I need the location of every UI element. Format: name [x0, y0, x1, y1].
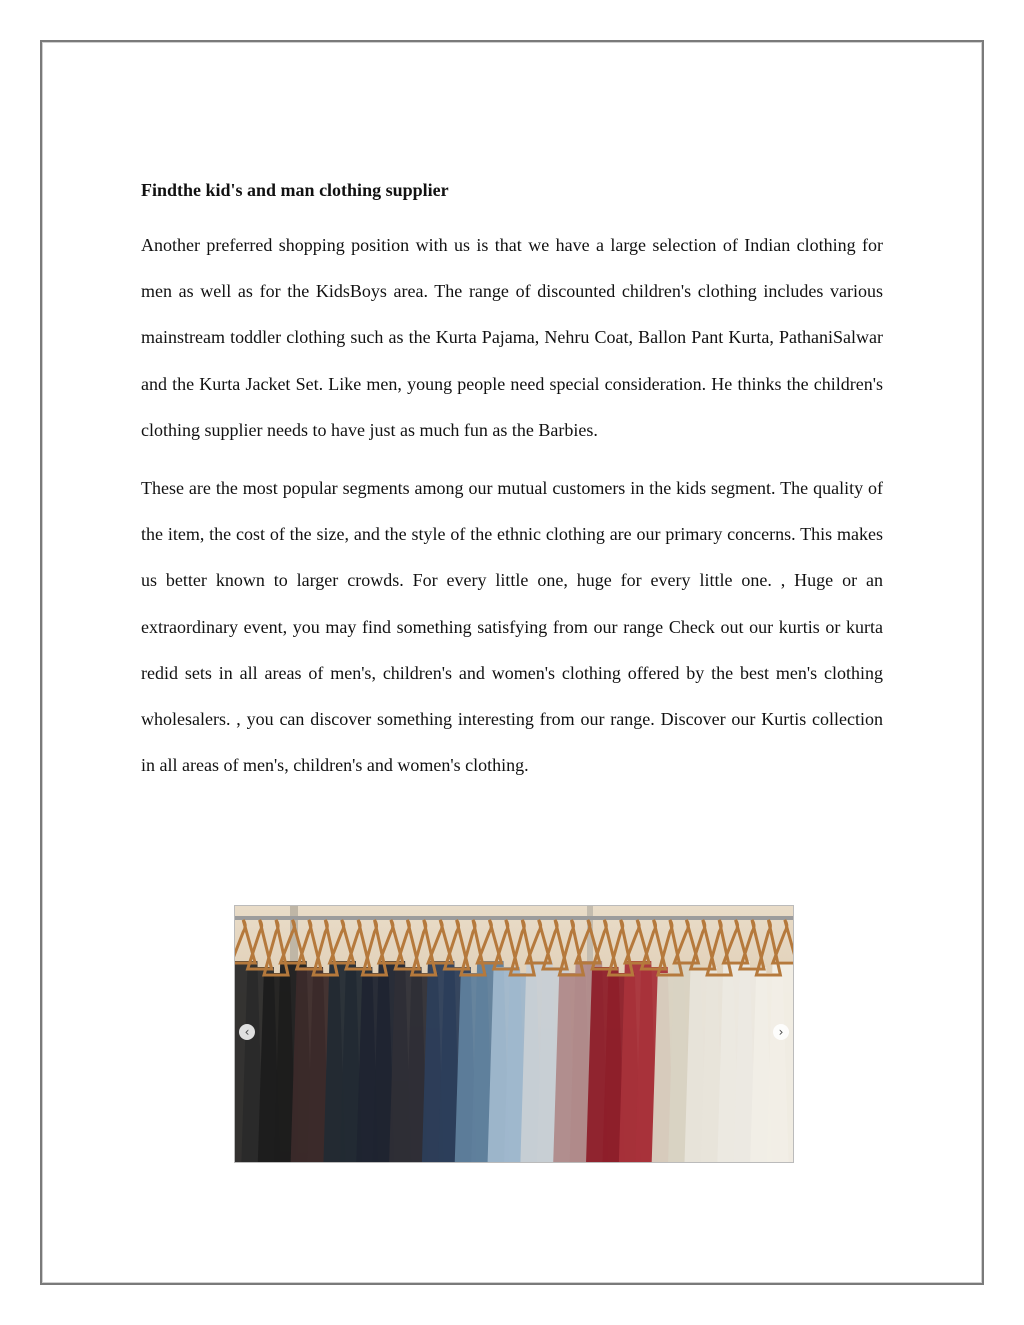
document-heading: Findthe kid's and man clothing supplier — [141, 180, 449, 200]
photo-next-button[interactable]: › — [773, 1024, 789, 1040]
paragraph-2: These are the most popular segments among our mutual customers in the kids segment. The quality of the item, the cost of the size, and the style of the ethnic clothing are our primary concerns. This makes us better known to larger crowds. For every little one, huge for every little one. , Huge or an extraordinary event, you may find something satisfying from our range Check out our kurtis or kurta redid sets in all areas of men's, children's and women's clothing offered by the best men's clothing wholesalers. , you can discover something interesting from our range. Discover our Kurtis collection in all areas of men's, children's and women's clothing. — [141, 478, 883, 776]
clothing-rack-illustration — [235, 906, 793, 1162]
photo-prev-button[interactable]: ‹ — [239, 1024, 255, 1040]
paragraph-1: Another preferred shopping position with us is that we have a large selection of Indian clothing for men as well as for the KidsBoys area. The range of discounted children's clothing includes various mainstream toddler clothing such as the Kurta Pajama, Nehru Coat, Ballon Pant Kurta, PathaniSalwar and the Kurta Jacket Set. Like men, young people need special consideration. He thinks the children's clothing supplier needs to have just as much fun as the Barbies. — [141, 235, 883, 440]
clothing-rack-photo — [234, 905, 794, 1163]
document-body — [141, 176, 883, 800]
